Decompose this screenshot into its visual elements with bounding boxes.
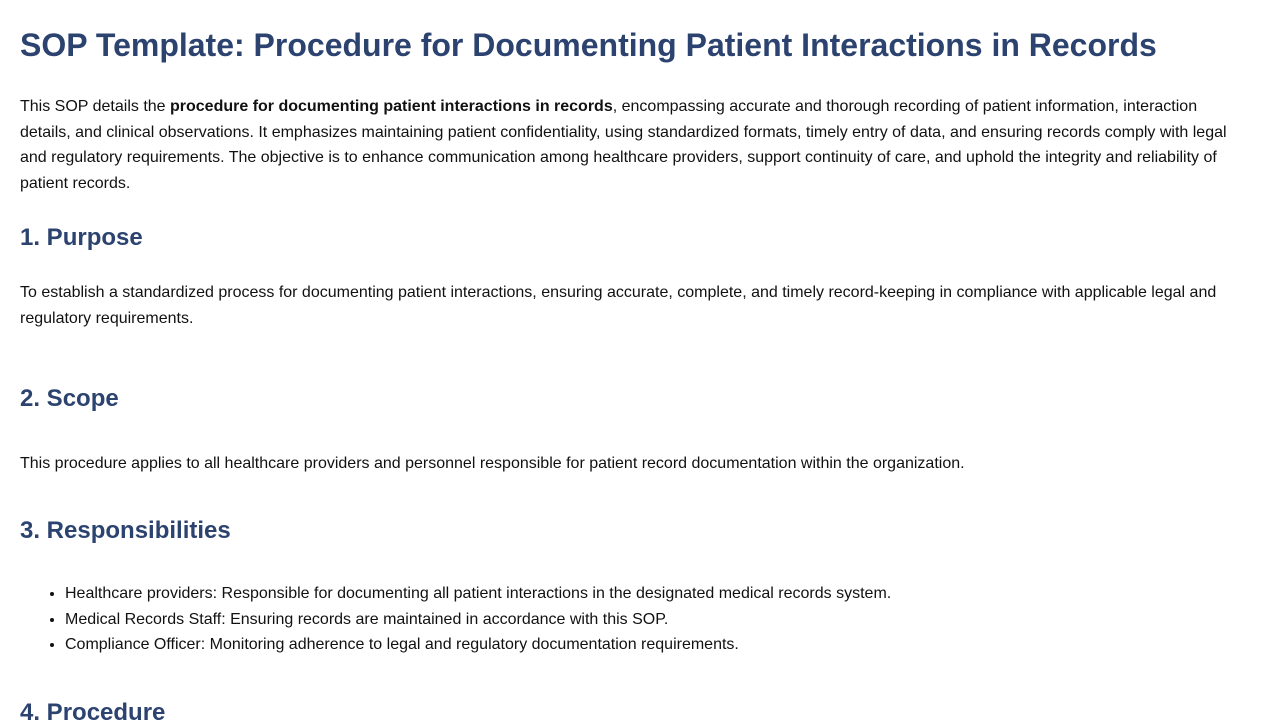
intro-text-bold: procedure for documenting patient interactions in records	[170, 98, 613, 115]
intro-text-after: , encompassing accurate and thorough recording of patient information, interaction details, and clinical observations. It emphasizes maintaining patient confidentiality, using standardized formats, timely entry of data, and ensuring records comply with legal and regulatory requirements. The objective is to enhance communication among healthcare providers, support continuity of care, and uphold the integrity and reliability of patient records.	[20, 98, 1227, 192]
section-heading-purpose: 1. Purpose	[20, 224, 143, 252]
list-item: • Healthcare providers: Responsible for documenting all patient interactions in the designated medical records system.	[65, 581, 1243, 607]
page-title: SOP Template: Procedure for Documenting Patient Interactions in Records	[20, 27, 1157, 63]
responsibilities-list	[20, 581, 1243, 658]
section-text-scope: This procedure applies to all healthcare providers and personnel responsible for patient record documentation within the organization.	[20, 454, 965, 472]
list-item: • Compliance Officer: Monitoring adherence to legal and regulatory documentation requirements.	[65, 632, 1243, 658]
intro-paragraph	[20, 94, 1236, 196]
list-item: • Medical Records Staff: Ensuring records are maintained in accordance with this SOP.	[65, 607, 1243, 633]
section-text-purpose: To establish a standardized process for documenting patient interactions, ensuring accurate, complete, and timely record-keeping in compliance with applicable legal and regulatory requirements.	[20, 284, 1217, 327]
intro-text-before: This SOP details the	[20, 98, 170, 115]
section-heading-procedure: 4. Procedure	[20, 698, 166, 726]
section-heading-scope: 2. Scope	[20, 384, 119, 412]
section-heading-responsibilities: 3. Responsibilities	[20, 517, 231, 545]
